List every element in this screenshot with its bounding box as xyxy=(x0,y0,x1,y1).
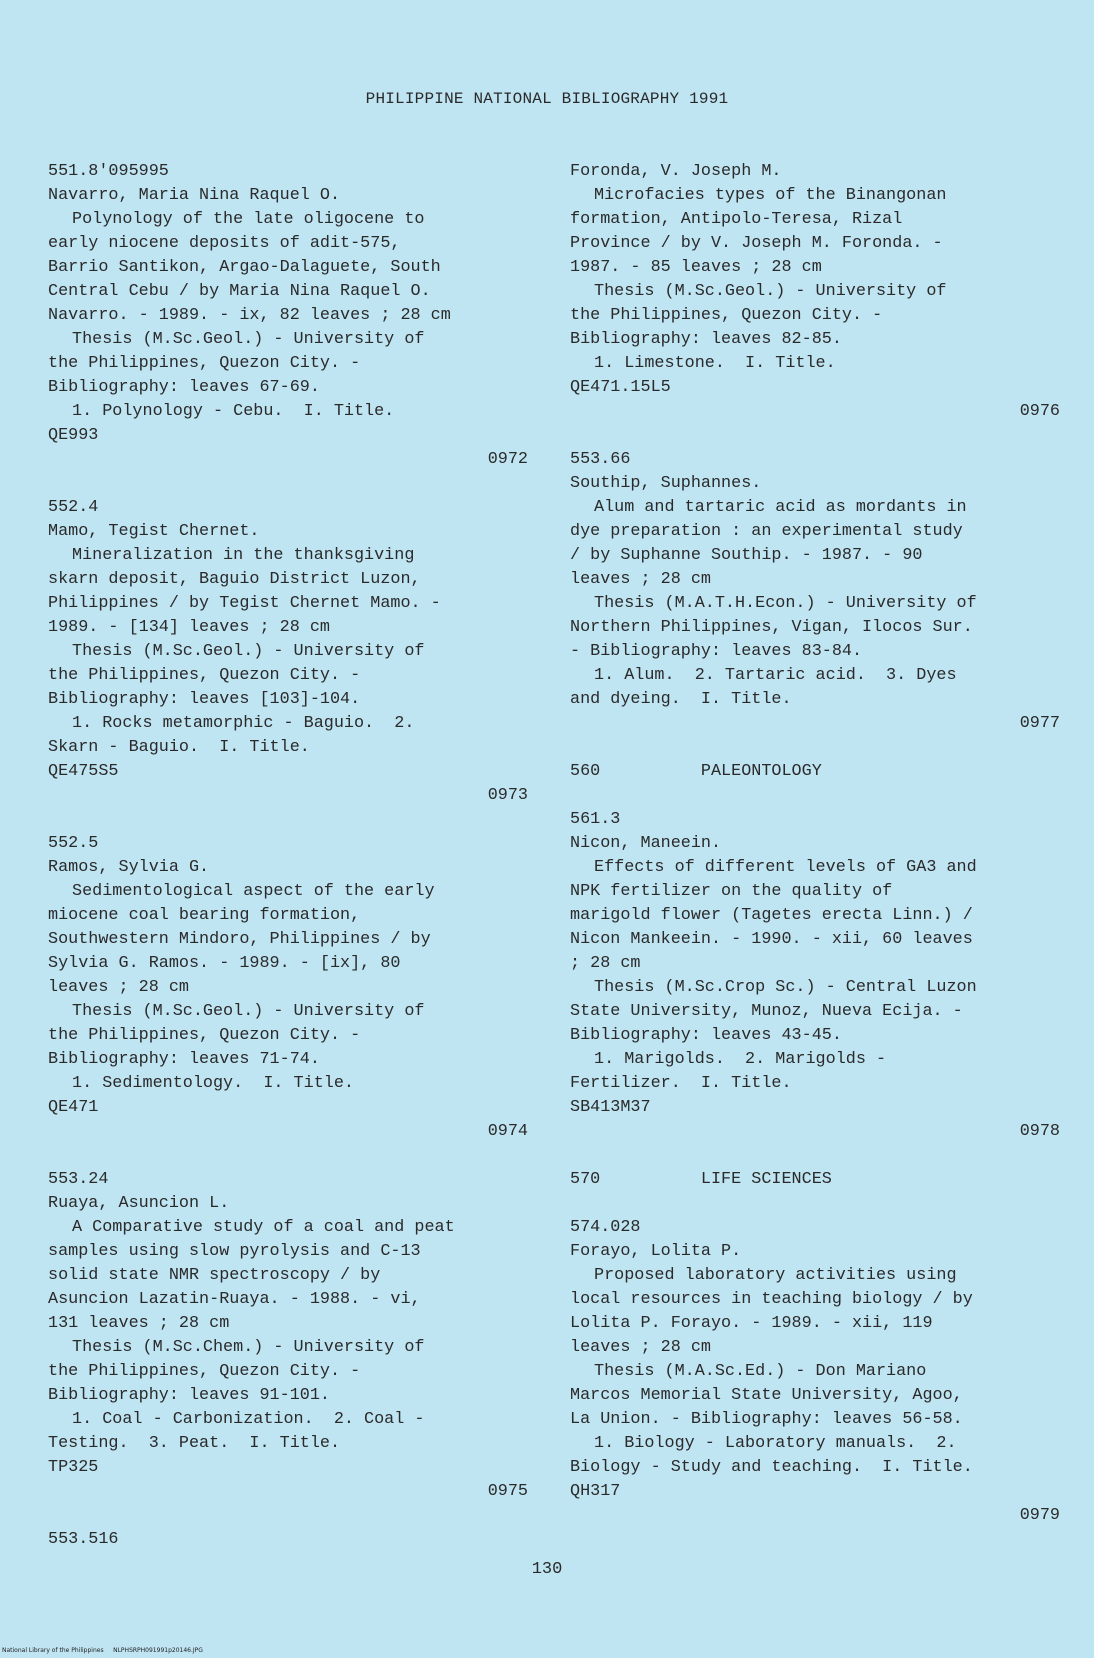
description-line: Sedimentological aspect of the early xyxy=(72,882,435,901)
page-number: 130 xyxy=(531,1560,563,1579)
description-line: Mineralization in the thanksgiving xyxy=(72,546,415,565)
author: Nicon, Maneein. xyxy=(570,834,722,853)
description-line: early niocene deposits of adit-575, xyxy=(48,234,401,253)
description-line: leaves ; 28 cm xyxy=(48,978,189,997)
description-line: ; 28 cm xyxy=(570,954,641,973)
description-line: skarn deposit, Baguio District Luzon, xyxy=(48,570,421,589)
class-number: 553.24 xyxy=(48,1170,109,1189)
note-line: Thesis (M.Sc.Geol.) - University of xyxy=(72,330,425,349)
call-number: QE471 xyxy=(48,1098,99,1117)
description-line: Philippines / by Tegist Chernet Mamo. - xyxy=(48,594,441,613)
note-line: Bibliography: leaves 82-85. xyxy=(570,330,842,349)
description-line: Nicon Mankeein. - 1990. - xii, 60 leaves xyxy=(570,930,973,949)
subject-line: 1. Coal - Carbonization. 2. Coal - xyxy=(72,1410,425,1429)
note-line: Thesis (M.Sc.Crop Sc.) - Central Luzon xyxy=(594,978,977,997)
description-line: solid state NMR spectroscopy / by xyxy=(48,1266,381,1285)
subject-line: 1. Sedimentology. I. Title. xyxy=(72,1074,354,1093)
scan-footer: National Library of the Philippines NLPHSRPH091991p20146.JPG xyxy=(2,1647,203,1654)
right-column xyxy=(570,160,1060,1528)
subject-line: 1. Marigolds. 2. Marigolds - xyxy=(594,1050,887,1069)
call-number: QE471.15L5 xyxy=(570,378,671,397)
entry-number: 0978 xyxy=(1019,1122,1060,1141)
note-line: the Philippines, Quezon City. - xyxy=(48,666,361,685)
call-number: QE475S5 xyxy=(48,762,119,781)
description-line: samples using slow pyrolysis and C-13 xyxy=(48,1242,421,1261)
bib-entry xyxy=(48,160,528,472)
call-number: QH317 xyxy=(570,1482,621,1501)
bib-entry xyxy=(48,1168,528,1504)
author: Foronda, V. Joseph M. xyxy=(570,162,782,181)
description-line: 1989. - [134] leaves ; 28 cm xyxy=(48,618,330,637)
call-number: SB413M37 xyxy=(570,1098,651,1117)
note-line: the Philippines, Quezon City. - xyxy=(48,1362,361,1381)
description-line: / by Suphanne Southip. - 1987. - 90 xyxy=(570,546,923,565)
subject-line: 1. Biology - Laboratory manuals. 2. xyxy=(594,1434,957,1453)
description-line: Polynology of the late oligocene to xyxy=(72,210,425,229)
description-line: Navarro. - 1989. - ix, 82 leaves ; 28 cm xyxy=(48,306,451,325)
author: Ramos, Sylvia G. xyxy=(48,858,210,877)
description-line: dye preparation : an experimental study xyxy=(570,522,963,541)
note-line: the Philippines, Quezon City. - xyxy=(48,354,361,373)
entry-number: 0974 xyxy=(487,1122,528,1141)
call-number: TP325 xyxy=(48,1458,99,1477)
description-line: A Comparative study of a coal and peat xyxy=(72,1218,455,1237)
subject-line: Testing. 3. Peat. I. Title. xyxy=(48,1434,341,1453)
author: Navarro, Maria Nina Raquel O. xyxy=(48,186,341,205)
note-line: Bibliography: leaves 67-69. xyxy=(48,378,320,397)
description-line: leaves ; 28 cm xyxy=(570,1338,711,1357)
subject-line: Fertilizer. I. Title. xyxy=(570,1074,792,1093)
description-line: NPK fertilizer on the quality of xyxy=(570,882,893,901)
note-line: Thesis (M.Sc.Geol.) - University of xyxy=(72,1002,425,1021)
entry-number: 0973 xyxy=(487,786,528,805)
description-line: formation, Antipolo-Teresa, Rizal xyxy=(570,210,903,229)
description-line: Province / by V. Joseph M. Foronda. - xyxy=(570,234,943,253)
note-line: Bibliography: leaves 91-101. xyxy=(48,1386,330,1405)
bib-entry xyxy=(570,760,1060,1144)
class-number: 552.5 xyxy=(48,834,99,853)
description-line: Proposed laboratory activities using xyxy=(594,1266,957,1285)
note-line: Thesis (M.A.Sc.Ed.) - Don Mariano xyxy=(594,1362,927,1381)
bib-entry xyxy=(570,448,1060,736)
note-line: Bibliography: leaves 71-74. xyxy=(48,1050,320,1069)
description-line: Lolita P. Forayo. - 1989. - xii, 119 xyxy=(570,1314,933,1333)
note-line: Bibliography: leaves [103]-104. xyxy=(48,690,361,709)
entry-number: 0975 xyxy=(487,1482,528,1501)
note-line: Northern Philippines, Vigan, Ilocos Sur. xyxy=(570,618,973,637)
note-line: La Union. - Bibliography: leaves 56-58. xyxy=(570,1410,963,1429)
section-heading: 570 LIFE SCIENCES xyxy=(570,1170,832,1189)
description-line: Barrio Santikon, Argao-Dalaguete, South xyxy=(48,258,441,277)
note-line: Thesis (M.Sc.Chem.) - University of xyxy=(72,1338,425,1357)
note-line: the Philippines, Quezon City. - xyxy=(48,1026,361,1045)
note-line: Marcos Memorial State University, Agoo, xyxy=(570,1386,963,1405)
description-line: Microfacies types of the Binangonan xyxy=(594,186,947,205)
note-line: Bibliography: leaves 43-45. xyxy=(570,1026,842,1045)
subject-line: Skarn - Baguio. I. Title. xyxy=(48,738,310,757)
bib-entry xyxy=(48,496,528,808)
bib-entry xyxy=(48,832,528,1144)
class-number: 553.516 xyxy=(48,1530,119,1549)
entry-number: 0976 xyxy=(1019,402,1060,421)
class-number: 574.028 xyxy=(570,1218,641,1237)
class-number: 551.8'095995 xyxy=(48,162,169,181)
call-number: QE993 xyxy=(48,426,99,445)
description-line: marigold flower (Tagetes erecta Linn.) / xyxy=(570,906,973,925)
section-heading: 560 PALEONTOLOGY xyxy=(570,762,822,781)
page-header: PHILIPPINE NATIONAL BIBLIOGRAPHY 1991 xyxy=(365,90,729,108)
entry-number: 0979 xyxy=(1019,1506,1060,1525)
description-line: leaves ; 28 cm xyxy=(570,570,711,589)
author: Mamo, Tegist Chernet. xyxy=(48,522,260,541)
subject-line: Biology - Study and teaching. I. Title. xyxy=(570,1458,973,1477)
description-line: Asuncion Lazatin-Ruaya. - 1988. - vi, xyxy=(48,1290,421,1309)
subject-line: and dyeing. I. Title. xyxy=(570,690,792,709)
subject-line: 1. Limestone. I. Title. xyxy=(594,354,836,373)
description-line: 131 leaves ; 28 cm xyxy=(48,1314,230,1333)
entry-number: 0972 xyxy=(487,450,528,469)
class-number: 561.3 xyxy=(570,810,621,829)
left-column xyxy=(48,160,528,1552)
author: Southip, Suphannes. xyxy=(570,474,762,493)
note-line: State University, Munoz, Nueva Ecija. - xyxy=(570,1002,963,1021)
subject-line: 1. Alum. 2. Tartaric acid. 3. Dyes xyxy=(594,666,957,685)
description-line: Southwestern Mindoro, Philippines / by xyxy=(48,930,431,949)
note-line: Thesis (M.Sc.Geol.) - University of xyxy=(594,282,947,301)
class-number: 553.66 xyxy=(570,450,631,469)
bib-entry xyxy=(570,160,1060,424)
note-line: the Philippines, Quezon City. - xyxy=(570,306,883,325)
class-number: 552.4 xyxy=(48,498,99,517)
description-line: local resources in teaching biology / by xyxy=(570,1290,973,1309)
description-line: Effects of different levels of GA3 and xyxy=(594,858,977,877)
note-line: Thesis (M.Sc.Geol.) - University of xyxy=(72,642,425,661)
author: Forayo, Lolita P. xyxy=(570,1242,742,1261)
description-line: Alum and tartaric acid as mordants in xyxy=(594,498,967,517)
note-line: - Bibliography: leaves 83-84. xyxy=(570,642,863,661)
note-line: Thesis (M.A.T.H.Econ.) - University of xyxy=(594,594,977,613)
description-line: Sylvia G. Ramos. - 1989. - [ix], 80 xyxy=(48,954,401,973)
bib-entry xyxy=(570,1168,1060,1528)
entry-number: 0977 xyxy=(1019,714,1060,733)
subject-line: 1. Polynology - Cebu. I. Title. xyxy=(72,402,395,421)
author: Ruaya, Asuncion L. xyxy=(48,1194,230,1213)
description-line: miocene coal bearing formation, xyxy=(48,906,361,925)
subject-line: 1. Rocks metamorphic - Baguio. 2. xyxy=(72,714,415,733)
description-line: Central Cebu / by Maria Nina Raquel O. xyxy=(48,282,431,301)
description-line: 1987. - 85 leaves ; 28 cm xyxy=(570,258,822,277)
